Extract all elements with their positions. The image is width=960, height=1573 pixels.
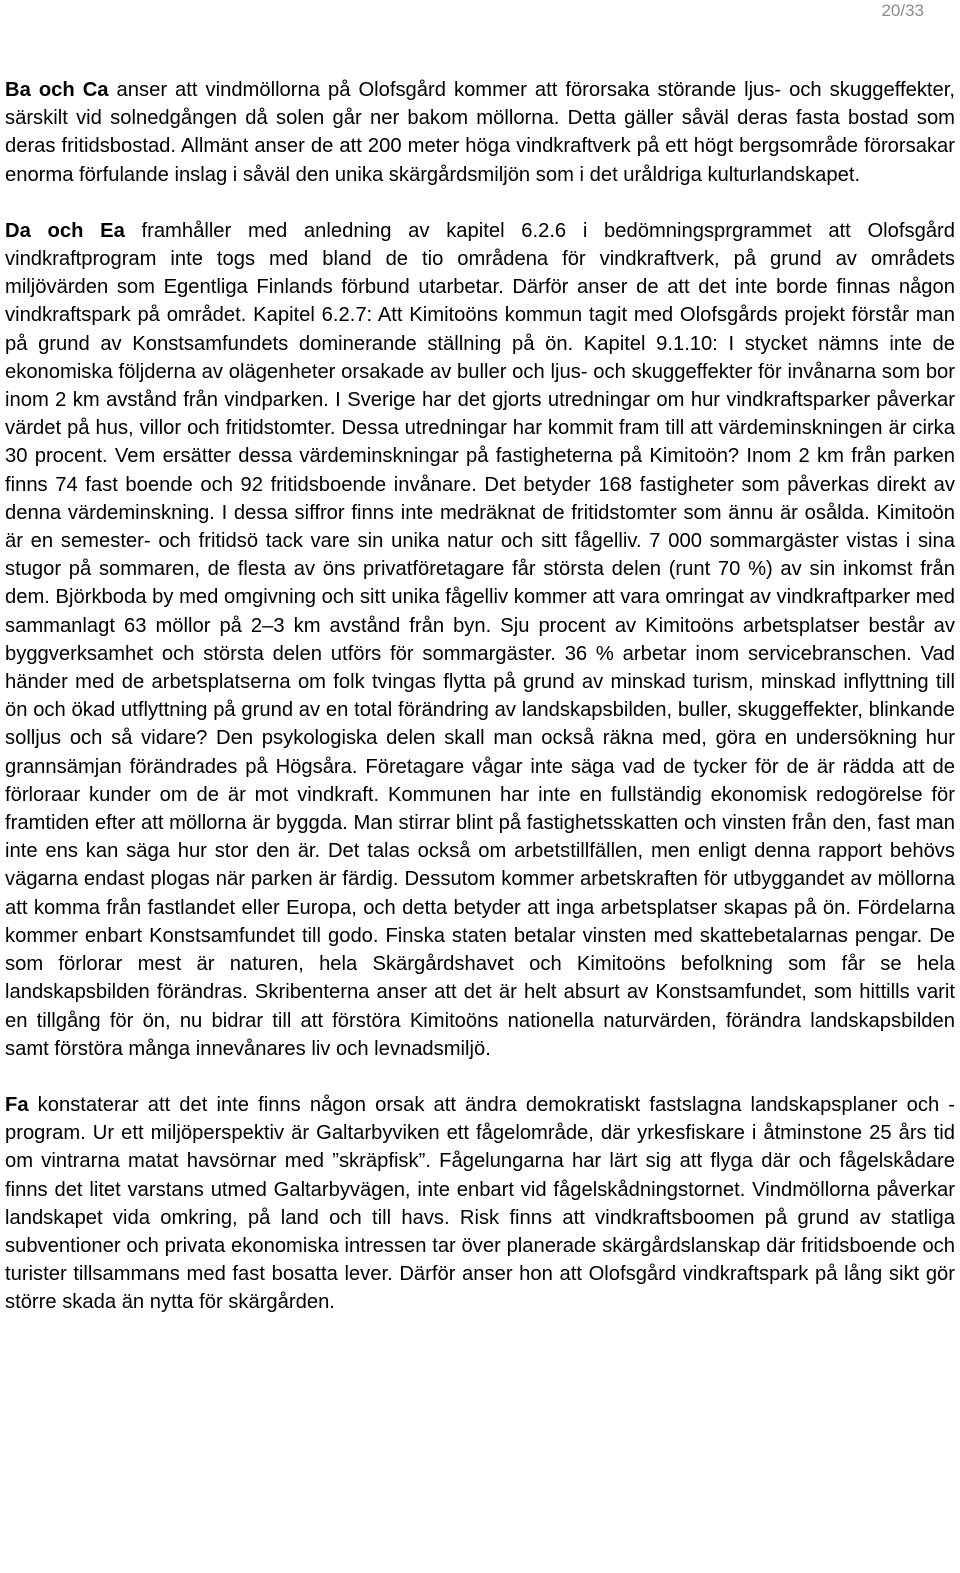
speaker-label: Ba och Ca bbox=[5, 79, 109, 101]
paragraph-fa bbox=[5, 1091, 955, 1317]
speaker-label: Fa bbox=[5, 1093, 29, 1116]
paragraph-ba-ca bbox=[5, 76, 955, 189]
speaker-label: Da och Ea bbox=[5, 219, 125, 242]
paragraph-text: konstaterar att det inte finns någon orsak att ändra demokratiskt fastslagna landskapsplaner och -program. Ur ett miljöperspektiv är Galtarbyviken ett fågelområde, där yrkesfiskare i åtminstone 25 års tid om vintrarna matat havsörnar med ”skräpfisk”. Fågelungarna har lärt sig att flyga där och fågelskådare finns det litet varstans utmed Galtarbyvägen, inte enbart vid fågelskådningstornet. Vindmöllorna påverkar landskapet vida omkring, på land och till havs. Risk finns att vindkraftsboomen på grund av statliga subventioner och privata ekonomiska intressen tar över planerade skärgårdslanskap där fritidsboende och turister tillsammans med fast bosatta lever. Därför anser hon att Olofsgård vindkraftspark på lång sikt gör större skada än nytta för skärgården. bbox=[5, 1093, 955, 1314]
document-body bbox=[5, 76, 955, 1317]
page-number: 20/33 bbox=[881, 1, 924, 20]
paragraph-text: anser att vindmöllorna på Olofsgård kommer att förorsaka störande ljus- och skuggeffekter, särskilt vid solnedgången då solen går ner bakom möllorna. Detta gäller såväl deras fasta bostad som deras fritidsbostad. Allmänt anser de att 200 meter höga vindkraftverk på ett högt bergsområde förorsakar enorma förfulande inslag i såväl den unika skärgårdsmiljön som i det uråldriga kulturlandskapet. bbox=[5, 79, 955, 186]
paragraph-text: framhåller med anledning av kapitel 6.2.6 i bedömningsprgrammet att Olofsgård vindkraftprogram inte togs med bland de tio områdena för vindkraftverk, på grund av områdets miljövärden som Egentliga Finlands förbund utarbetar. Därför anser de att det inte borde finnas någon vindkraftspark på området. Kapitel 6.2.7: Att Kimitoöns kommun tagit med Olofsgårds projekt förstår man på grund av Konstsamfundets dominerande ställning på ön. Kapitel 9.1.10: I stycket nämns inte de ekonomiska följderna av olägenheter orsakade av buller och ljus- och skuggeffekter för invånarna som bor inom 2 km avstånd från vindparken. I Sverige har det gjorts utredningar om hur vindkraftsparker påverkar värdet på hus, villor och fritidstomter. Dessa utredningar har kommit fram till att värdeminskningen är cirka 30 procent. Vem ersätter dessa värdeminskningar på fastigheterna på Kimitoön? Inom 2 km från parken finns 74 fast boende och 92 fritidsboende invånare. Det betyder 168 fastigheter som påverkas direkt av denna värdeminskning. I dessa siffror finns inte medräknat de fritidstomter som ännu är osålda. Kimitoön är en semester- och fritidsö tack vare sin unika natur och sitt fågelliv. 7 000 sommargäster vistas i sina stugor på sommaren, de flesta av öns privatföretagare får största delen (runt 70 %) av sin inkomst från dem. Björkboda by med omgivning och sitt unika fågelliv kommer att vara omringat av vindkraftparker med sammanlagt 63 möllor på 2–3 km avstånd från byn. Sju procent av Kimitoöns arbetsplatser består av byggverksamhet och största delen utförs för sommargäster. 36 % arbetar inom servicebranschen. Vad händer med de arbetsplatserna om folk tvingas flytta på grund av minskad turism, minskad inflyttning till ön och ökad utflyttning på grund av en total förändring av landskapsbilden, buller, skuggeffekter, blinkande solljus och så vidare? Den psykologiska delen skall man också räkna med, göra en undersökning hur grannsämjan förändrades på Högsåra. Företagare vågar inte säga vad de tycker för de är rädda att de förloraar kunder om de är mot vindkraft. Kommunen har inte en fullständig ekonomisk redogörelse för framtiden efter att möllorna är byggda. Man stirrar blint på fastighetsskatten och vinsten från den, fast man inte ens kan säga hur stor den är. Det talas också om arbetstillfällen, men enligt denna rapport behövs vägarna endast plogas när parken är färdig. Dessutom kommer arbetskraften för utbyggandet av möllorna att komma från fastlandet eller Europa, och detta betyder att inga arbetsplatser skapas på ön. Fördelarna kommer enbart Konstsamfundet till godo. Finska staten betalar vinsten med skattebetalarnas pengar. De som förlorar mest är naturen, hela Skärgårdshavet och Kimitoöns befolkning som får se hela landskapsbilden förändras. Skribenterna anser att det är helt absurt av Konstsamfundet, som hittills varit en tillgång för ön, nu bidrar till att förstöra Kimitoöns nationella naturvärden, förändra landskapsbilden samt förstöra många innevånares liv och levnadsmiljö. bbox=[5, 219, 955, 1060]
paragraph-da-ea bbox=[5, 217, 955, 1063]
